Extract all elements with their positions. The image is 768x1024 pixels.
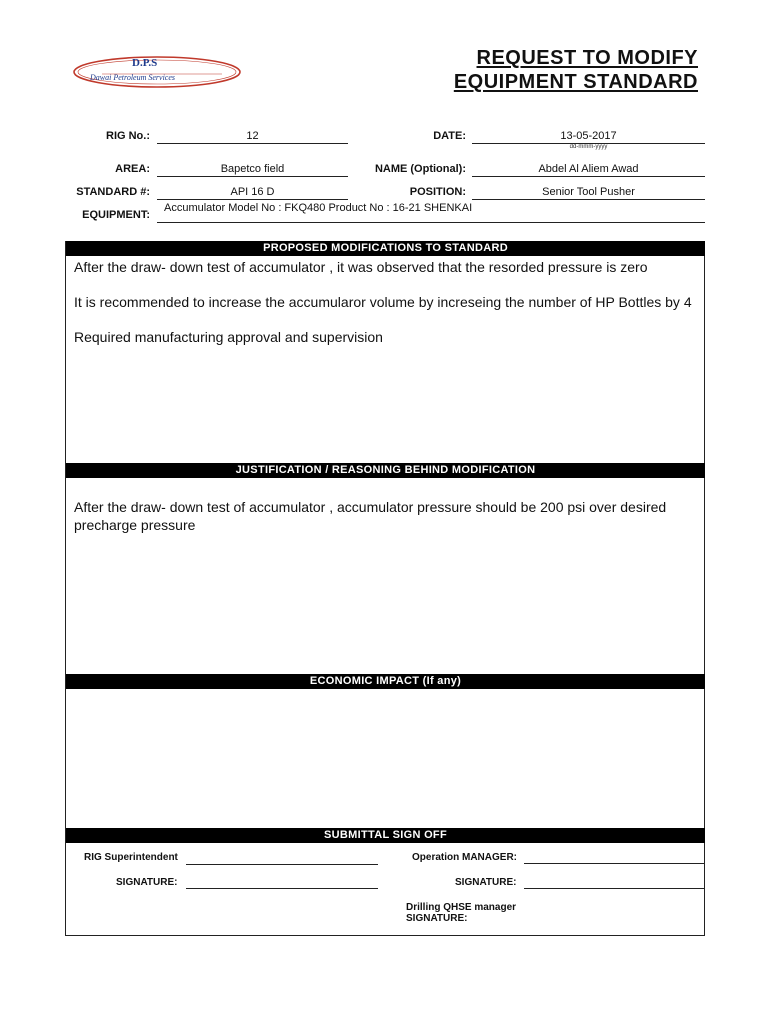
economic-text-area[interactable] (66, 690, 705, 826)
equipment-label: EQUIPMENT: (82, 209, 150, 221)
qhse-manager-label (406, 902, 516, 924)
form-title-line2: EQUIPMENT STANDARD (453, 71, 698, 93)
name-field[interactable]: Abdel Al Aliem Awad (472, 162, 705, 177)
operation-manager-field[interactable] (524, 863, 705, 864)
date-label: DATE: (433, 130, 466, 142)
logo-subtitle: Dawai Petroleum Services (90, 73, 176, 82)
proposed-text-area[interactable] (74, 258, 694, 363)
equipment-field[interactable]: Accumulator Model No : FKQ480 Product No : 16-21 SHENKAI (164, 202, 473, 214)
proposed-paragraph: After the draw- down test of accumulator , it was observed that the resorded pressure is zero (74, 259, 648, 275)
standard-label: STANDARD #: (76, 186, 150, 198)
position-label: POSITION: (409, 186, 466, 198)
economic-section-header: ECONOMIC IMPACT (If any) (66, 674, 705, 689)
qhse-signature-label: SIGNATURE: (406, 913, 468, 924)
justification-paragraph: After the draw- down test of accumulator , accumulator pressure should be 200 psi over desired precharge pressure (74, 499, 667, 533)
operation-manager-label: Operation MANAGER: (412, 852, 517, 863)
signoff-section-header: SUBMITTAL SIGN OFF (66, 828, 705, 843)
logo-text: D.P.S (132, 57, 158, 69)
area-label: AREA: (115, 163, 150, 175)
signature-left-field[interactable] (186, 888, 378, 889)
qhse-manager-title: Drilling QHSE manager (406, 902, 517, 913)
company-logo (72, 54, 242, 90)
form-title (454, 46, 698, 94)
date-field[interactable]: 13-05-2017 (472, 129, 705, 144)
justification-text-area[interactable] (74, 498, 694, 551)
signature-right-label: SIGNATURE: (455, 877, 517, 888)
equipment-underline (157, 222, 705, 223)
proposed-paragraph: Required manufacturing approval and supervision (74, 329, 383, 345)
form-title-line1: REQUEST TO MODIFY (476, 47, 698, 69)
proposed-section-header: PROPOSED MODIFICATIONS TO STANDARD (66, 241, 705, 256)
rig-no-label: RIG No.: (106, 130, 150, 142)
area-field[interactable]: Bapetco field (157, 162, 348, 177)
standard-field[interactable]: API 16 D (157, 185, 348, 200)
name-label: NAME (Optional): (374, 163, 466, 175)
signature-right-field[interactable] (524, 888, 705, 889)
rig-no-field[interactable]: 12 (157, 129, 348, 144)
rig-superintendent-label: RIG Superintendent (84, 852, 178, 863)
signature-left-label: SIGNATURE: (116, 877, 178, 888)
rig-superintendent-field[interactable] (186, 864, 378, 865)
proposed-paragraph: It is recommended to increase the accumularor volume by increseing the number of HP Bottles by 4 (74, 294, 692, 310)
justification-section-header: JUSTIFICATION / REASONING BEHIND MODIFICATION (66, 463, 705, 478)
position-field[interactable]: Senior Tool Pusher (472, 185, 705, 200)
date-format-hint: dd-mmm-yyyy (569, 144, 608, 150)
